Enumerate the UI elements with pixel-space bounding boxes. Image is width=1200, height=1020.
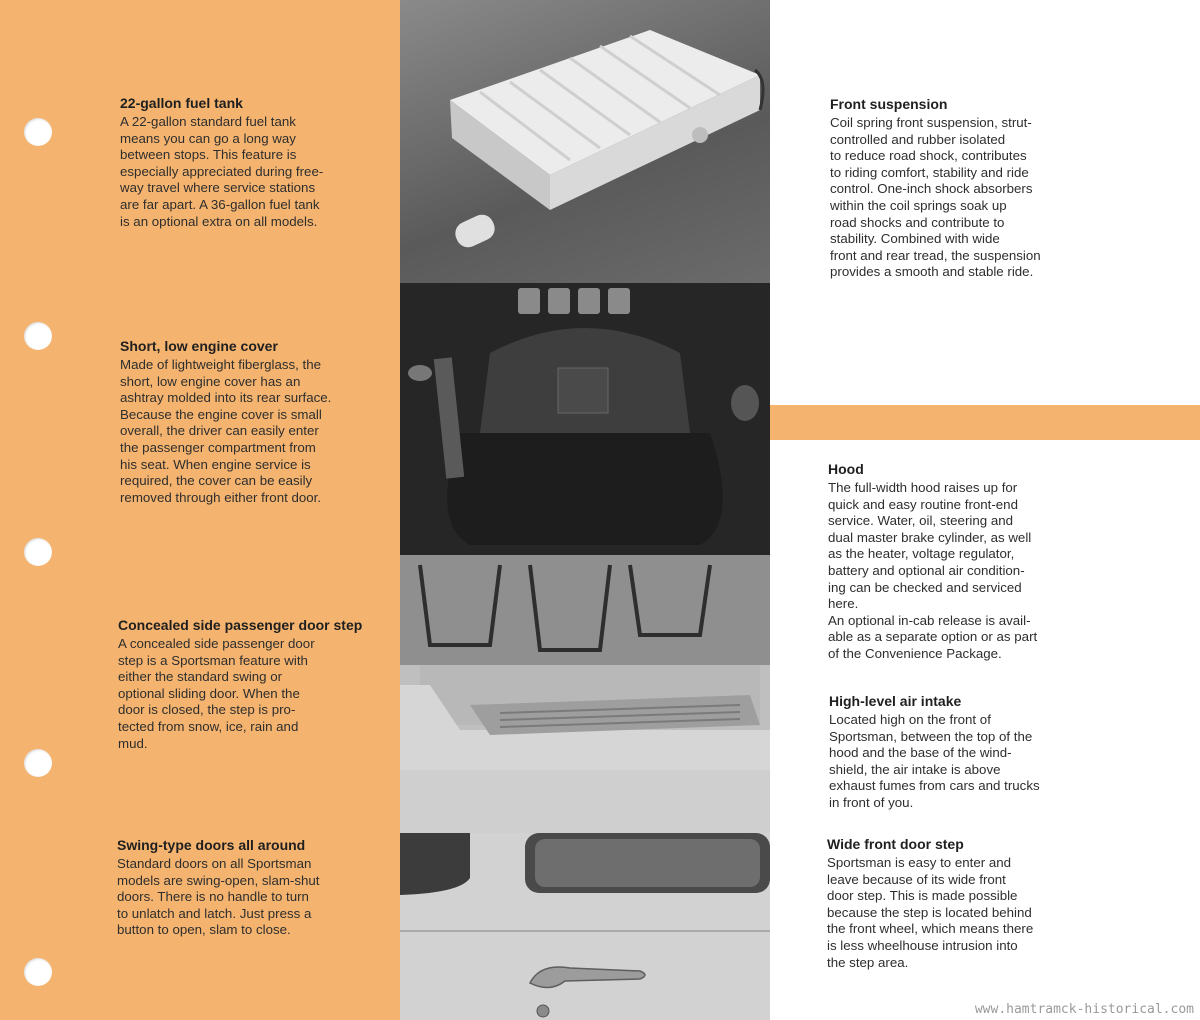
photo-column [400,0,770,1020]
binder-hole-icon [24,958,52,986]
section-front-door-step [827,836,1082,971]
door-handle-icon [400,833,770,1020]
fuel-tank-icon [400,0,770,283]
section-air-intake [829,693,1084,812]
engine-cover-photo [400,283,770,555]
section-title: Wide front door step [827,836,964,852]
section-fuel-tank [120,95,390,230]
section-body: The full-width hood raises up for quick and easy routine front-end service. Water, oil, steering and dual master brake cylinder, as well as the heater, voltage regulator, battery and optional air condition- ing can be checked and serviced here. An optional in-cab release is avail- able as a separate option or as part of the Convenience Package. [828,480,1038,661]
section-body: A concealed side passenger door step is a Sportsman feature with either the standard swing or optional sliding door. When the door is closed, the step is pro- tected from snow, ice, rain and mud. [118,636,315,751]
section-title: Hood [828,461,864,477]
section-front-suspension [830,96,1080,281]
binder-hole-icon [24,749,52,777]
engine-cover-icon [400,283,770,555]
door-step-photo [400,555,770,833]
section-title: Front suspension [830,96,948,112]
section-title: Swing-type doors all around [117,837,306,853]
section-body: A 22-gallon standard fuel tank means you can go a long way between stops. This feature is especially appreciated during free- way travel where service stations are far apart. A 36-gallon fuel tank is an optional extra on all models. [120,114,324,229]
binder-hole-icon [24,322,52,350]
section-body: Located high on the front of Sportsman, between the top of the hood and the base of the wind- shield, the air intake is above exhaust fumes from cars and trucks in front of you. [829,712,1040,810]
section-body: Standard doors on all Sportsman models are swing-open, slam-shut doors. There is no handle to turn to unlatch and latch. Just press a button to open, slam to close. [117,856,320,938]
binder-hole-icon [24,118,52,146]
orange-divider-strip [770,405,1200,440]
section-body: Coil spring front suspension, strut- controlled and rubber isolated to reduce road shock, contributes to riding comfort, stability and ride control. One-inch shock absorbers within the coil springs soak up road shocks and contribute to stability. Combined with wide front and rear tread, the suspension provides a smooth and stable ride. [830,115,1041,280]
section-door-step [118,617,393,752]
section-body: Made of lightweight fiberglass, the short, low engine cover has an ashtray molded into its rear surface. Because the engine cover is small overall, the driver can easily enter the passenger compartment from his seat. When engine service is required, the cover can be easily removed through either front door. [120,357,332,505]
section-hood [828,461,1083,663]
watermark-text: www.hamtramck-historical.com [974,1002,1194,1017]
section-swing-doors [117,837,392,939]
fuel-tank-photo [400,0,770,283]
section-title: Concealed side passenger door step [118,617,363,633]
section-body: Sportsman is easy to enter and leave because of its wide front door step. This is made possible because the step is located behind the front wheel, which means there is less wheelhouse intrusion into the step area. [827,855,1034,970]
door-step-icon [400,555,770,833]
section-engine-cover [120,338,390,506]
left-orange-panel [0,0,400,1020]
section-title: High-level air intake [829,693,962,709]
binder-hole-icon [24,538,52,566]
section-title: 22-gallon fuel tank [120,95,243,111]
door-handle-photo [400,833,770,1020]
section-title: Short, low engine cover [120,338,278,354]
